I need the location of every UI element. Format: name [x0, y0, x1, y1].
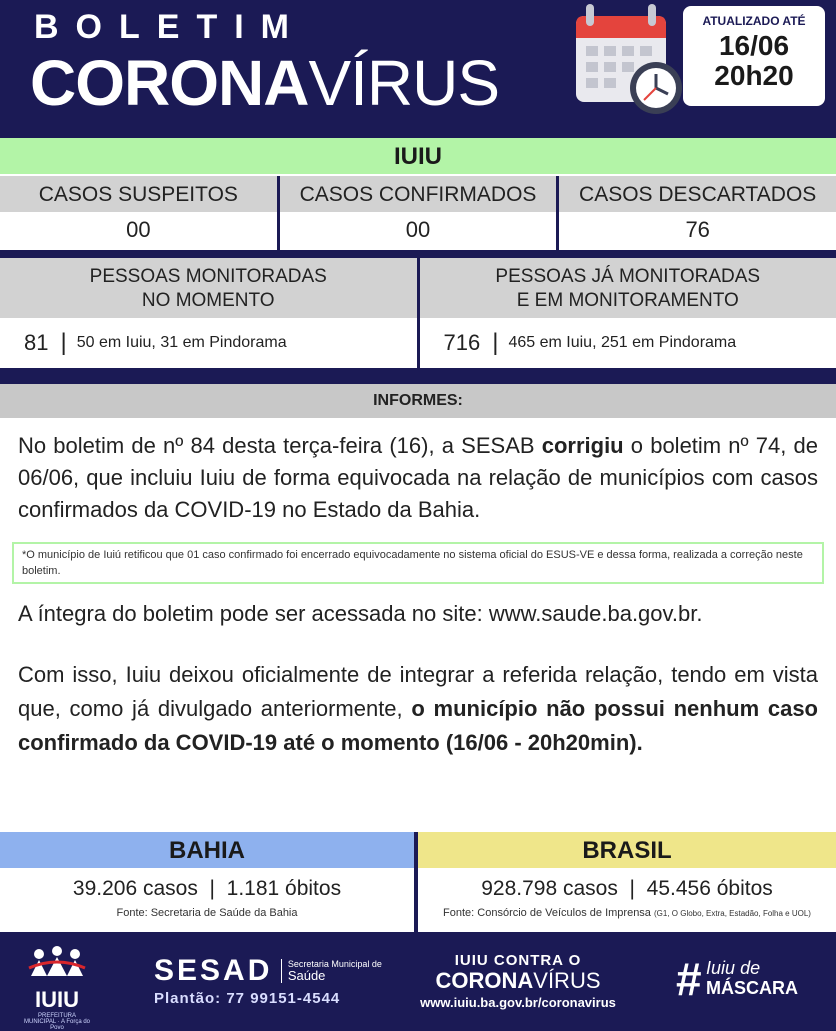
divider [0, 250, 836, 258]
header [0, 0, 836, 138]
updated-label: ATUALIZADO ATÉ [683, 14, 825, 28]
updated-time: 20h20 [683, 60, 825, 92]
calendar-clock-icon [572, 4, 680, 116]
cases-discarded-label: CASOS DESCARTADOS [559, 176, 836, 212]
regional-stats [0, 832, 836, 932]
footer-site-link[interactable]: www.iuiu.ba.gov.br/coronavirus [398, 995, 638, 1010]
cases-suspect [0, 176, 280, 250]
header-title-coronavirus: CORONAVÍRUS [30, 46, 499, 120]
people-icon [27, 946, 87, 980]
sesad-block [154, 954, 401, 1007]
monitoring-row [0, 258, 836, 368]
updated-box [683, 6, 825, 106]
informes-paragraph-2: A íntegra do boletim pode ser acessada no site: www.saude.ba.gov.br. [18, 598, 818, 630]
footer [0, 932, 836, 1024]
brasil-title: BRASIL [418, 832, 836, 868]
monitoring-total-total: 716 [444, 330, 481, 356]
city-title: IUIU [0, 138, 836, 174]
monitoring-now-label: PESSOAS MONITORADAS NO MOMENTO [0, 258, 417, 318]
cases-suspect-value: 00 [0, 212, 277, 250]
bahia-values: 39.206 casos | 1.181 óbitos [0, 877, 414, 901]
monitoring-now-detail: 50 em Iuiu, 31 em Pindorama [77, 334, 287, 352]
informes-title: INFORMES: [0, 384, 836, 418]
cases-discarded-value: 76 [559, 212, 836, 250]
monitoring-now-value: 81 | 50 em Iuiu, 31 em Pindorama [0, 318, 417, 368]
informes-paragraph-1: No boletim de nº 84 desta terça-feira (16), a SESAB corrigiu o boletim nº 74, de 06/06, que incluiu Iuiu de forma equivocada na relação de municípios com casos confirmados da COVID-19 no Estado da Bahia. [18, 430, 818, 526]
iuiu-contra-corona: IUIU CONTRA O CORONAVÍRUS www.iuiu.ba.gov.br/coronavirus [398, 952, 638, 1010]
updated-date: 16/06 [683, 30, 825, 62]
brasil-values: 928.798 casos | 45.456 óbitos [418, 877, 836, 901]
iuiu-logo-tag: PREFEITURA MUNICIPAL · A Força do Povo [22, 1013, 92, 1031]
monitoring-now [0, 258, 420, 368]
bahia-source: Fonte: Secretaria de Saúde da Bahia [0, 907, 414, 919]
cases-row [0, 176, 836, 250]
cases-confirmed [280, 176, 560, 250]
cases-discarded [559, 176, 836, 250]
hashtag-iuiu-de-mascara: # Iuiu de MÁSCARA [676, 956, 798, 1002]
brasil-stats [418, 832, 836, 932]
iuiu-logo [22, 946, 92, 1018]
monitoring-total-label: PESSOAS JÁ MONITORADAS E EM MONITORAMENTO [420, 258, 836, 318]
monitoring-now-total: 81 [24, 330, 48, 356]
monitoring-total [420, 258, 836, 368]
cases-confirmed-label: CASOS CONFIRMADOS [280, 176, 557, 212]
iuiu-logo-word: IUIU [22, 987, 92, 1013]
monitoring-total-value: 716 | 465 em Iuiu, 251 em Pindorama [420, 318, 836, 368]
informes-paragraph-3: Com isso, Iuiu deixou oficialmente de integrar a referida relação, tendo em vista que, como já divulgado anteriormente, o município não possui nenhum caso confirmado da COVID-19 até o momento (16/06 - 20h20min). [18, 658, 818, 760]
bahia-title: BAHIA [0, 832, 414, 868]
monitoring-total-detail: 465 em Iuiu, 251 em Pindorama [508, 334, 736, 352]
hashtag-icon: # [676, 956, 702, 1002]
sesad-name: SESAD [154, 954, 272, 988]
cases-confirmed-value: 00 [280, 212, 557, 250]
bulletin-content [0, 138, 836, 932]
header-title-boletim: BOLETIM [34, 8, 306, 47]
sesad-plantao: Plantão: 77 99151-4544 [154, 990, 401, 1007]
brasil-source: Fonte: Consórcio de Veículos de Imprensa (G1, O Globo, Extra, Estadão, Folha e UOL) [418, 907, 836, 919]
cases-suspect-label: CASOS SUSPEITOS [0, 176, 277, 212]
sesad-secretaria: Secretaria Municipal de Saúde [281, 959, 401, 983]
bahia-stats [0, 832, 414, 932]
informes-note: *O município de Iuiú retificou que 01 caso confirmado foi encerrado equivocadamente no sistema oficial do ESUS-VE e dessa forma, realizada a correção neste boletim. [12, 542, 824, 584]
divider [0, 368, 836, 384]
